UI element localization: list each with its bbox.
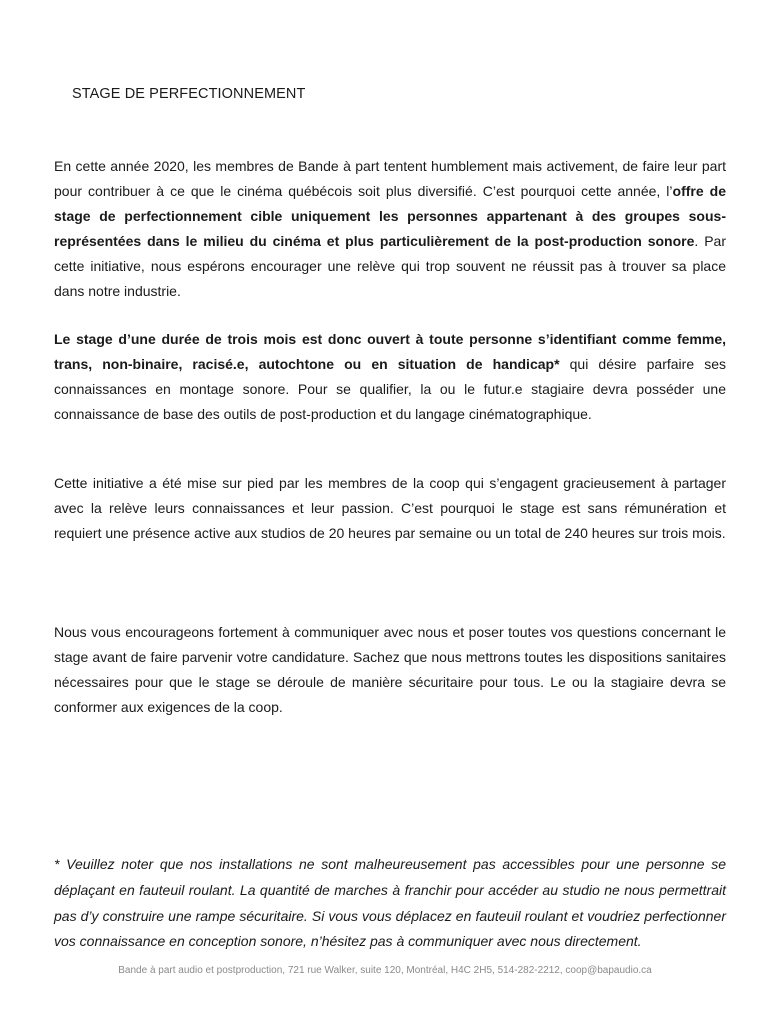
- footnote-accessibility: * Veuillez noter que nos installations ne sont malheureusement pas accessibles pour une personne se déplaçant en fauteuil roulant. La quantité de marches à franchir pour accéder au studio ne nous permettrait pas d’y construire une rampe sécuritaire. Si vous vous déplacez en fauteuil roulant et voudriez perfectionner vos connaissance en conception sonore, n’hésitez pas à communiquer avec nous directement.: [54, 856, 726, 950]
- paragraph-eligibility: [54, 327, 726, 427]
- page-title: STAGE DE PERFECTIONNEMENT: [72, 86, 306, 102]
- paragraph-contact: Nous vous encourageons fortement à communiquer avec nous et poser toutes vos questions concernant le stage avant de faire parvenir votre candidature. Sachez que nous mettrons toutes les dispositions sanitaires nécessaires pour que le stage se déroule de manière sécuritaire pour tous. Le ou la stagiaire devra se conformer aux exigences de la coop.: [54, 624, 726, 715]
- paragraph-conditions: Cette initiative a été mise sur pied par les membres de la coop qui s’engagent gracieusement à partager avec la relève leurs connaissances et leur passion. C’est pourquoi le stage est sans rémunération et requiert une présence active aux studios de 20 heures par semaine ou un total de 240 heures sur trois mois.: [54, 475, 726, 541]
- paragraph-intro-bold: offre de stage de perfectionnement cible uniquement les personnes appartenant à des groupes sous-représentées dans le milieu du cinéma et plus particulièrement de la post-production sonore: [54, 182, 726, 249]
- paragraph-eligibility-text: qui désire parfaire ses connaissances en montage sonore. Pour se qualifier, la ou le futur.e stagiaire devra posséder une connaissance de base des outils de post-production et du langage cinématographique.: [54, 355, 726, 422]
- paragraph-intro-text-end: . Par cette initiative, nous espérons encourager une relève qui trop souvent ne réussit pas à trouver sa place dans notre industrie.: [54, 232, 726, 299]
- page-footer: Bande à part audio et postproduction, 721 rue Walker, suite 120, Montréal, H4C 2H5, 514-282-2212, coop@bapaudio.ca: [118, 965, 652, 976]
- paragraph-intro: [54, 154, 726, 303]
- paragraph-intro-text: En cette année 2020, les membres de Bande à part tentent humblement mais activement, de faire leur part pour contribuer à ce que le cinéma québécois soit plus diversifié. C’est pourquoi cette année, l’: [54, 158, 726, 199]
- paragraph-eligibility-bold: Le stage d’une durée de trois mois est donc ouvert à toute personne s’identifiant comme femme, trans, non-binaire, racisé.e, autochtone ou en situation de handicap*: [54, 331, 726, 372]
